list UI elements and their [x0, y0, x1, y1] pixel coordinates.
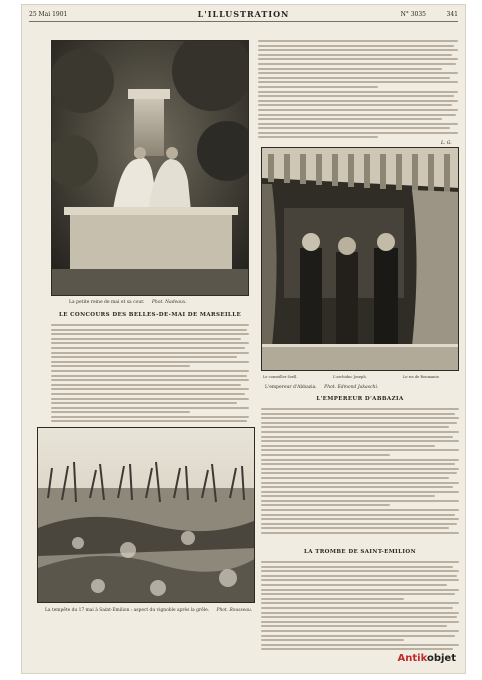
text-line — [261, 532, 459, 534]
text-line — [258, 100, 458, 102]
text-line — [51, 347, 245, 349]
text-line — [51, 329, 247, 331]
text-line — [51, 370, 249, 372]
abbazia-illustration — [262, 148, 459, 371]
page-number: 341 — [446, 11, 458, 18]
text-line — [261, 561, 459, 563]
text-line — [261, 607, 453, 609]
text-line — [258, 45, 454, 47]
text-line — [258, 49, 458, 51]
text-line — [261, 454, 390, 456]
text-line — [258, 54, 452, 56]
text-line — [261, 648, 453, 650]
text-line — [258, 104, 452, 106]
text-line — [261, 486, 453, 488]
text-line — [261, 584, 447, 586]
text-line — [261, 472, 457, 474]
belles-de-mai-title: LE CONCOURS DES BELLES-DE-MAI DE MARSEILLE — [58, 312, 242, 318]
text-line — [51, 361, 249, 363]
text-line — [261, 463, 455, 465]
vineyard-illustration — [38, 428, 255, 603]
text-line — [261, 593, 455, 595]
text-line — [261, 436, 453, 438]
text-line — [261, 445, 435, 447]
text-line — [261, 639, 404, 641]
text-line — [51, 333, 249, 335]
text-line — [261, 449, 459, 451]
text-line — [258, 63, 456, 65]
text-line — [261, 459, 459, 461]
text-line — [261, 431, 459, 433]
masthead: L'ILLUSTRATION — [197, 9, 290, 19]
fountain-illustration — [52, 41, 249, 296]
text-line — [261, 509, 459, 511]
text-line — [258, 136, 378, 138]
newspaper-page: 25 Mai 1901 L'ILLUSTRATION N° 3035 341 La petite reine de mai et sa cour. Phot. Nadeaux. L. G. Le conseiller Szell. L'archiduc Joseph. Le roi de Roumanie. L'empereur d'Abbazia. Phot. Edmond Jakaschi. LE CONCOURS DES BELLES-DE-MAI DE MARSEILLE L'EMPEREUR D'ABBAZIA LA TROMBE DE SAINT-EMILION La tempête du 17 mai à Saint-Emilion : aspect du vignoble après la grêle. Phot. Rousseau. Antikobjet — [21, 4, 466, 674]
text-line — [51, 388, 249, 390]
text-line — [258, 40, 458, 42]
text-line — [261, 570, 459, 572]
text-line — [261, 630, 459, 632]
text-line — [261, 589, 459, 591]
text-line — [261, 482, 459, 484]
text-line — [261, 477, 449, 479]
issue-number: N° 3035 — [400, 11, 426, 18]
text-line — [258, 123, 458, 125]
text-line — [261, 491, 459, 493]
fountain-caption: La petite reine de mai et sa cour. Phot. Nadeaux. — [69, 300, 187, 305]
text-line — [261, 644, 459, 646]
text-line — [258, 118, 442, 120]
text-line — [261, 495, 435, 497]
text-line — [258, 91, 458, 93]
text-line — [261, 500, 459, 502]
text-line — [261, 598, 404, 600]
abbazia-caption: L'empereur d'Abbazia. Phot. Edmond Jakaschi. — [265, 385, 379, 390]
page-header — [21, 7, 466, 21]
text-line — [258, 68, 442, 70]
text-line — [261, 468, 459, 470]
text-line — [261, 602, 459, 604]
text-line — [258, 58, 458, 60]
antikobjet-logo: Antikobjet — [397, 653, 456, 664]
text-line — [51, 338, 241, 340]
text-line — [258, 114, 456, 116]
text-line — [51, 398, 249, 400]
text-line — [51, 324, 249, 326]
text-line — [261, 413, 455, 415]
text-line — [261, 504, 390, 506]
text-line — [261, 625, 447, 627]
abbazia-photo — [261, 147, 459, 371]
header-rule — [29, 21, 458, 22]
abbazia-title: L'EMPEREUR D'ABBAZIA — [316, 396, 404, 402]
text-line — [261, 621, 459, 623]
text-line — [261, 612, 459, 614]
text-line — [51, 384, 241, 386]
text-line — [261, 523, 457, 525]
issue-date: 25 Mai 1901 — [29, 11, 68, 18]
text-line — [51, 352, 249, 354]
text-line — [51, 393, 245, 395]
text-line — [261, 518, 459, 520]
text-line — [261, 426, 449, 428]
saint-emilion-title: LA TROMBE DE SAINT-EMILION — [303, 549, 417, 555]
text-line — [261, 514, 455, 516]
text-line — [51, 416, 249, 418]
text-line — [258, 95, 454, 97]
text-line — [261, 417, 459, 419]
belles-de-mai-text — [51, 324, 249, 422]
text-line — [261, 579, 459, 581]
text-line — [258, 72, 458, 74]
text-line — [258, 132, 458, 134]
text-line — [51, 356, 237, 358]
text-line — [51, 342, 249, 344]
text-line — [261, 440, 459, 442]
text-line — [51, 411, 190, 413]
text-line — [261, 575, 457, 577]
text-line — [51, 379, 249, 381]
vineyard-photo — [37, 427, 255, 603]
saint-emilion-text — [261, 561, 459, 650]
text-line — [51, 407, 249, 409]
text-line — [261, 566, 453, 568]
text-line — [261, 408, 459, 410]
text-line — [51, 420, 247, 422]
text-line — [51, 365, 190, 367]
text-line — [258, 127, 450, 129]
text-line — [258, 81, 458, 83]
fountain-photo — [51, 40, 249, 296]
text-line — [261, 527, 449, 529]
text-line — [261, 635, 455, 637]
article-signature: L. G. — [441, 141, 452, 146]
text-line — [258, 77, 450, 79]
text-line — [51, 402, 237, 404]
text-line — [261, 616, 457, 618]
text-line — [261, 422, 457, 424]
text-line — [258, 86, 378, 88]
abbazia-text — [261, 408, 459, 534]
right-column-text-top — [258, 40, 458, 138]
text-line — [258, 109, 458, 111]
text-line — [51, 375, 247, 377]
vineyard-caption: La tempête du 17 mai à Saint-Emilion : aspect du vignoble après la grêle. Phot. Rousseau. — [45, 608, 253, 613]
